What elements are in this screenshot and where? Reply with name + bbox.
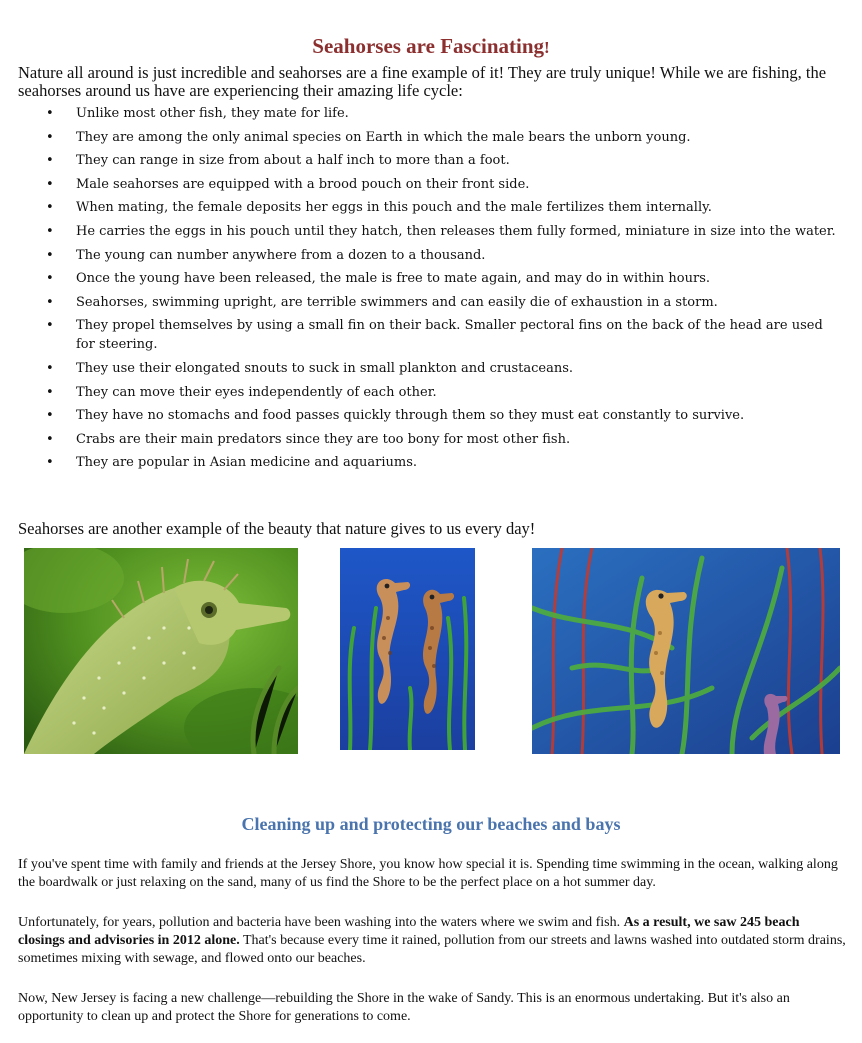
- list-item: • The young can number anywhere from a dozen to a thousand.: [0, 246, 862, 265]
- seahorse-closeup-photo: [24, 548, 298, 754]
- list-item: • They can move their eyes independently of each other.: [0, 383, 862, 402]
- paragraph-sandy: Now, New Jersey is facing a new challenge—rebuilding the Shore in the wake of Sandy. This is an enormous undertaking. But it's also an opportunity to clean up and protect the Shore for generations to come.: [18, 991, 790, 1024]
- seahorse-pair-photo: [340, 548, 475, 750]
- list-item: • They can range in size from about a half inch to more than a foot.: [0, 151, 862, 170]
- list-item: • Male seahorses are equipped with a brood pouch on their front side.: [0, 175, 862, 194]
- closing-sentence: Seahorses are another example of the beauty that nature gives to us every day!: [18, 519, 536, 538]
- paragraph-pollution: [18, 914, 848, 968]
- page-title: [0, 34, 862, 59]
- list-item: • Seahorses, swimming upright, are terrible swimmers and can easily die of exhaustion in a storm.: [0, 293, 862, 312]
- list-item: • They use their elongated snouts to suck in small plankton and crustaceans.: [0, 359, 862, 378]
- seahorse-seagrass-photo: [532, 548, 840, 754]
- paragraph-jersey-shore: If you've spent time with family and friends at the Jersey Shore, you know how special it is. Spending time swimming in the ocean, walking along the boardwalk or just relaxing on the sand, many of us find the Shore to be the perfect place on a hot summer day.: [18, 857, 838, 890]
- list-item: • They propel themselves by using a small fin on their back. Smaller pectoral fins on the back of the head are used for steering.: [0, 316, 862, 354]
- list-item: • They are popular in Asian medicine and aquariums.: [0, 453, 862, 472]
- list-item: • Unlike most other fish, they mate for life.: [0, 104, 862, 123]
- page-title-exclamation: !: [544, 38, 550, 57]
- list-item: • When mating, the female deposits her eggs in this pouch and the male fertilizes them internally.: [0, 198, 862, 217]
- list-item: • They are among the only animal species on Earth in which the male bears the unborn young.: [0, 128, 862, 147]
- list-item: • They have no stomachs and food passes quickly through them so they must eat constantly to survive.: [0, 406, 862, 425]
- paragraph-pollution-start: Unfortunately, for years, pollution and bacteria have been washing into the waters where we swim and fish.: [18, 915, 624, 930]
- section-heading: Cleaning up and protecting our beaches and bays: [241, 814, 621, 834]
- paragraph-pollution-end: That's because every time it rained, pollution from our streets and lawns washed into outdated storm drains, sometimes mixing with sewage, and flowed onto our beaches.: [18, 933, 846, 966]
- page-title-text: Seahorses are Fascinating: [312, 34, 545, 58]
- list-item: • He carries the eggs in his pouch until they hatch, then releases them fully formed, miniature in size into the water.: [0, 222, 862, 241]
- list-item: • Crabs are their main predators since they are too bony for most other fish.: [0, 430, 862, 449]
- intro-paragraph: Nature all around is just incredible and seahorses are a fine example of it! They are truly unique! While we are fishing, the seahorses around us have are experiencing their amazing life cycle:: [18, 63, 827, 100]
- beach-closings-statement: As a result, we saw 245 beach closings and advisories in 2012 alone.: [18, 915, 800, 948]
- list-item: • Once the young have been released, the male is free to mate again, and may do in within hours.: [0, 269, 862, 288]
- facts-list: [0, 104, 862, 477]
